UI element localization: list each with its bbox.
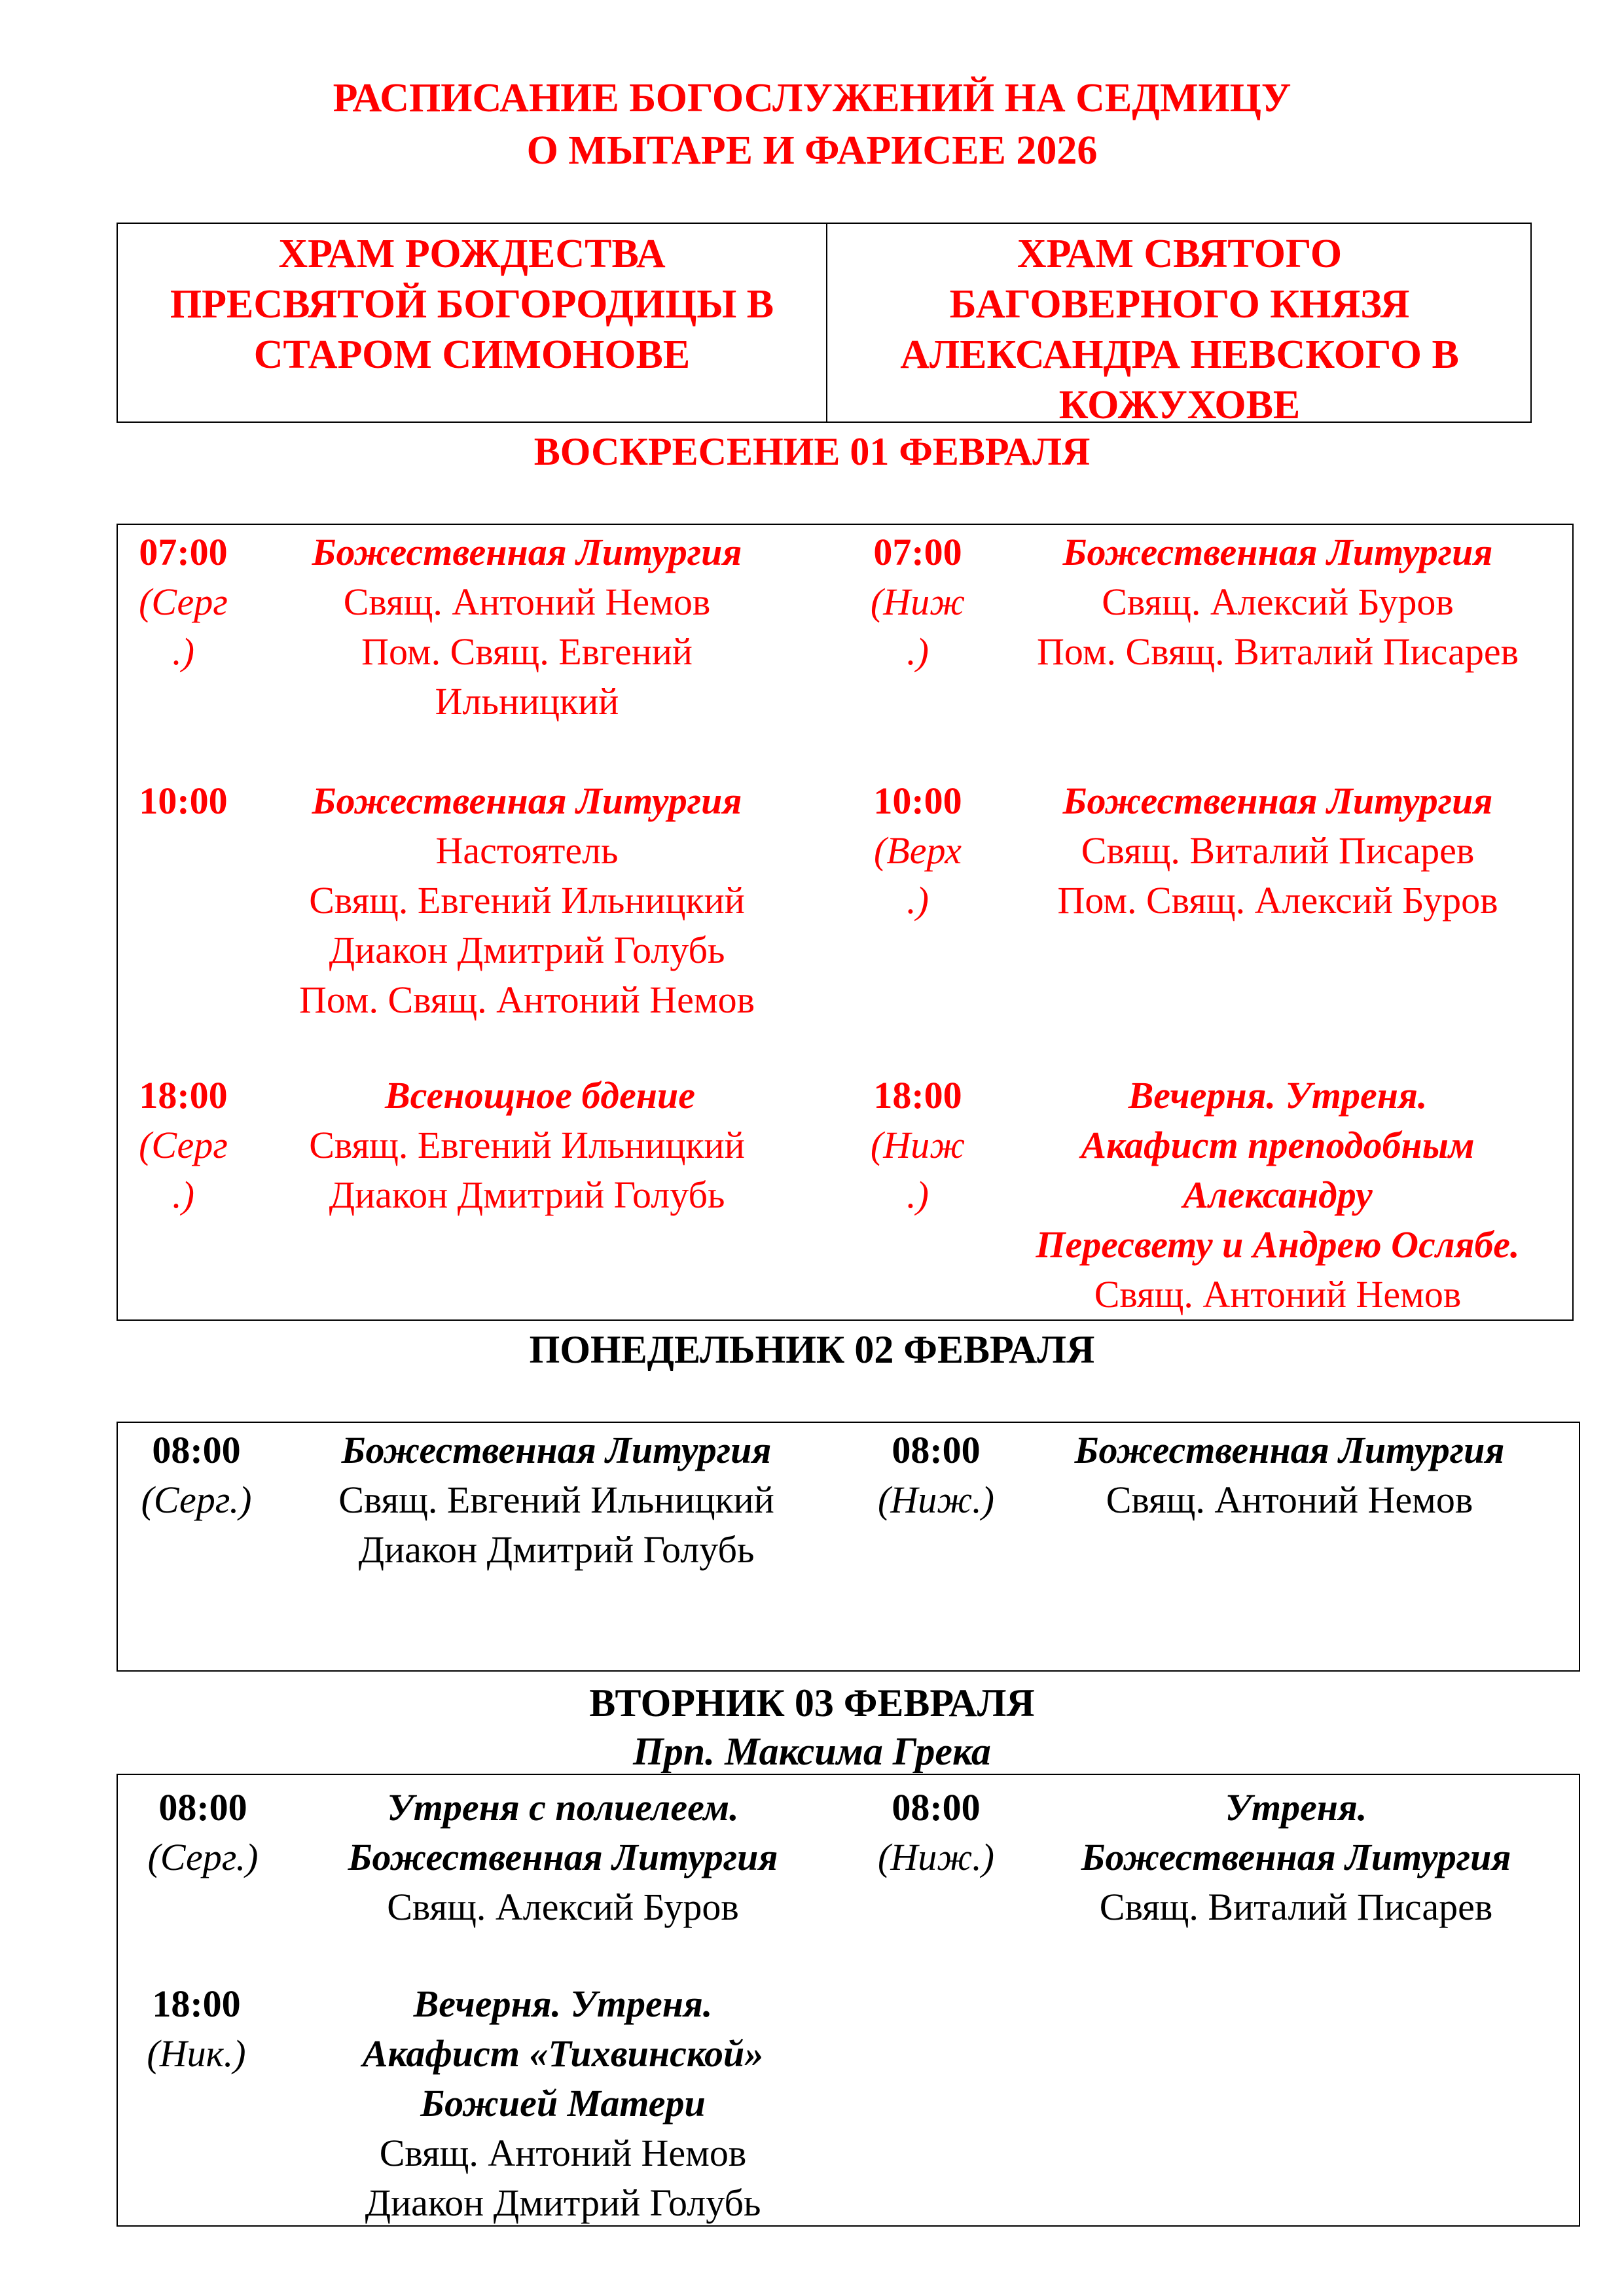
clergy-line: Свящ. Антоний Немов bbox=[1106, 1479, 1473, 1521]
service-location: (Ниж.) bbox=[878, 1479, 994, 1521]
clergy-line: Диакон Дмитрий Голубь bbox=[358, 1528, 755, 1571]
service-time-block bbox=[857, 1783, 1015, 1882]
clergy-line: Свящ. Антоний Немов bbox=[343, 581, 711, 623]
service-location: (Ниж.) bbox=[878, 1836, 994, 1878]
service-entry bbox=[983, 528, 1572, 677]
service-time: 18:00 bbox=[139, 1074, 228, 1117]
service-location: .) bbox=[172, 630, 194, 673]
clergy-line: Диакон Дмитрий Голубь bbox=[329, 1174, 725, 1216]
service-time-block bbox=[118, 1979, 275, 2079]
service-time: 10:00 bbox=[139, 780, 228, 822]
church-name-line: СТАРОМ СИМОНОВЕ bbox=[253, 332, 691, 377]
church-name-line: ПРЕСВЯТОЙ БОГОРОДИЦЫ В bbox=[170, 282, 774, 327]
service-time-block bbox=[852, 528, 983, 677]
day-subheading-saint: Прп. Максима Грека bbox=[633, 1730, 991, 1773]
service-title: Божественная Литургия bbox=[312, 780, 742, 822]
day-heading-tuesday: ВТОРНИК 03 ФЕВРАЛЯ bbox=[589, 1681, 1035, 1725]
service-time: 08:00 bbox=[892, 1786, 981, 1829]
service-title: Утреня. bbox=[1225, 1786, 1367, 1829]
service-time: 18:00 bbox=[873, 1074, 962, 1117]
service-location: (Серг bbox=[139, 1124, 228, 1166]
service-time: 18:00 bbox=[152, 1982, 241, 2025]
clergy-line: Настоятель bbox=[435, 829, 619, 872]
service-title: Акафист преподобным bbox=[1081, 1124, 1475, 1166]
service-time-block bbox=[118, 776, 249, 826]
page-title bbox=[0, 72, 1624, 177]
service-time-block bbox=[118, 1071, 249, 1220]
church-name-line: БАГОВЕРНОГО КНЯЗЯ bbox=[949, 282, 1410, 327]
day-box-monday bbox=[117, 1422, 1580, 1672]
day-box-sunday bbox=[117, 524, 1574, 1321]
service-title: Вечерня. Утреня. bbox=[413, 1982, 713, 2025]
service-location: (Серг bbox=[139, 581, 228, 623]
service-location: .) bbox=[907, 630, 929, 673]
service-time-block bbox=[852, 776, 983, 925]
church-header-table bbox=[117, 223, 1532, 427]
service-time-block bbox=[852, 1071, 983, 1220]
service-location: (Ниж bbox=[870, 581, 965, 623]
service-title: Всенощное бдение bbox=[384, 1074, 696, 1117]
clergy-line: Свящ. Антоний Немов bbox=[1094, 1273, 1462, 1316]
clergy-line: Диакон Дмитрий Голубь bbox=[365, 2181, 761, 2224]
page-title-line-1: РАСПИСАНИЕ БОГОСЛУЖЕНИЙ НА СЕДМИЦУ bbox=[333, 76, 1291, 120]
service-entry bbox=[275, 1426, 838, 1575]
clergy-line: Свящ. Евгений Ильницкий bbox=[338, 1479, 774, 1521]
church-name-kozhuhovo bbox=[827, 229, 1532, 431]
clergy-line: Пом. Свящ. Антоний Немов bbox=[299, 978, 755, 1021]
service-title: Пересвету и Андрею Ослябе. bbox=[1036, 1223, 1520, 1266]
service-time: 10:00 bbox=[873, 780, 962, 822]
service-title: Божественная Литургия bbox=[1062, 531, 1493, 573]
service-entry bbox=[249, 1071, 805, 1220]
service-time-block bbox=[124, 1426, 268, 1525]
service-location: (Ниж bbox=[870, 1124, 965, 1166]
church-name-line: АЛЕКСАНДРА НЕВСКОГО В bbox=[900, 332, 1459, 377]
service-time: 08:00 bbox=[892, 1429, 981, 1471]
service-title: Александру bbox=[1183, 1174, 1373, 1216]
church-name-simonovo bbox=[118, 229, 826, 380]
clergy-line: Свящ. Алексий Буров bbox=[387, 1886, 739, 1928]
service-entry bbox=[1008, 1426, 1571, 1525]
service-time-block bbox=[124, 1783, 281, 1882]
service-title: Акафист «Тихвинской» bbox=[362, 2032, 764, 2075]
service-title: Вечерня. Утреня. bbox=[1128, 1074, 1428, 1117]
service-time: 08:00 bbox=[152, 1429, 241, 1471]
clergy-line: Свящ. Антоний Немов bbox=[379, 2132, 747, 2174]
service-title: Божественная Литургия bbox=[1081, 1836, 1511, 1878]
service-location: (Серг.) bbox=[141, 1479, 252, 1521]
service-title: Божественная Литургия bbox=[341, 1429, 772, 1471]
clergy-line: Свящ. Алексий Буров bbox=[1102, 581, 1454, 623]
service-location: (Серг.) bbox=[147, 1836, 259, 1878]
service-location: (Верх bbox=[873, 829, 962, 872]
service-title: Божией Матери bbox=[420, 2082, 706, 2125]
service-location: .) bbox=[907, 879, 929, 922]
service-location: .) bbox=[172, 1174, 194, 1216]
service-entry bbox=[983, 776, 1572, 925]
service-entry bbox=[1015, 1783, 1578, 1932]
page-title-line-2: О МЫТАРЕ И ФАРИСЕЕ 2026 bbox=[526, 128, 1098, 173]
clergy-line: Диакон Дмитрий Голубь bbox=[329, 929, 725, 971]
clergy-line: Свящ. Виталий Писарев bbox=[1099, 1886, 1493, 1928]
service-time-block bbox=[118, 528, 249, 677]
service-time: 07:00 bbox=[139, 531, 228, 573]
service-time: 07:00 bbox=[873, 531, 962, 573]
clergy-line: Свящ. Виталий Писарев bbox=[1081, 829, 1475, 872]
service-title: Божественная Литургия bbox=[1074, 1429, 1505, 1471]
service-title: Божественная Литургия bbox=[312, 531, 742, 573]
service-entry bbox=[281, 1783, 844, 1932]
clergy-line: Пом. Свящ. Виталий Писарев bbox=[1037, 630, 1519, 673]
day-heading-sunday: ВОСКРЕСЕНИЕ 01 ФЕВРАЛЯ bbox=[533, 430, 1091, 473]
clergy-line: Свящ. Евгений Ильницкий bbox=[309, 879, 745, 922]
clergy-line: Свящ. Евгений Ильницкий bbox=[309, 1124, 745, 1166]
day-box-tuesday bbox=[117, 1774, 1580, 2227]
clergy-line: Пом. Свящ. Алексий Буров bbox=[1057, 879, 1498, 922]
service-entry bbox=[249, 776, 805, 1025]
church-name-line: КОЖУХОВЕ bbox=[1058, 383, 1301, 427]
clergy-line: Пом. Свящ. Евгений bbox=[361, 630, 693, 673]
service-title: Божественная Литургия bbox=[1062, 780, 1493, 822]
service-entry bbox=[281, 1979, 844, 2228]
service-location: .) bbox=[907, 1174, 929, 1216]
service-title: Утреня с полиелеем. bbox=[387, 1786, 739, 1829]
service-entry bbox=[983, 1071, 1572, 1319]
clergy-line: Ильницкий bbox=[435, 680, 619, 723]
service-title: Божественная Литургия bbox=[348, 1836, 778, 1878]
church-name-line: ХРАМ СВЯТОГО bbox=[1017, 232, 1343, 276]
service-time: 08:00 bbox=[158, 1786, 247, 1829]
service-time-block bbox=[864, 1426, 1008, 1525]
service-location: (Ник.) bbox=[147, 2032, 246, 2075]
day-heading-monday: ПОНЕДЕЛЬНИК 02 ФЕВРАЛЯ bbox=[529, 1328, 1095, 1371]
church-name-line: ХРАМ РОЖДЕСТВА bbox=[278, 232, 666, 276]
service-entry bbox=[249, 528, 805, 726]
